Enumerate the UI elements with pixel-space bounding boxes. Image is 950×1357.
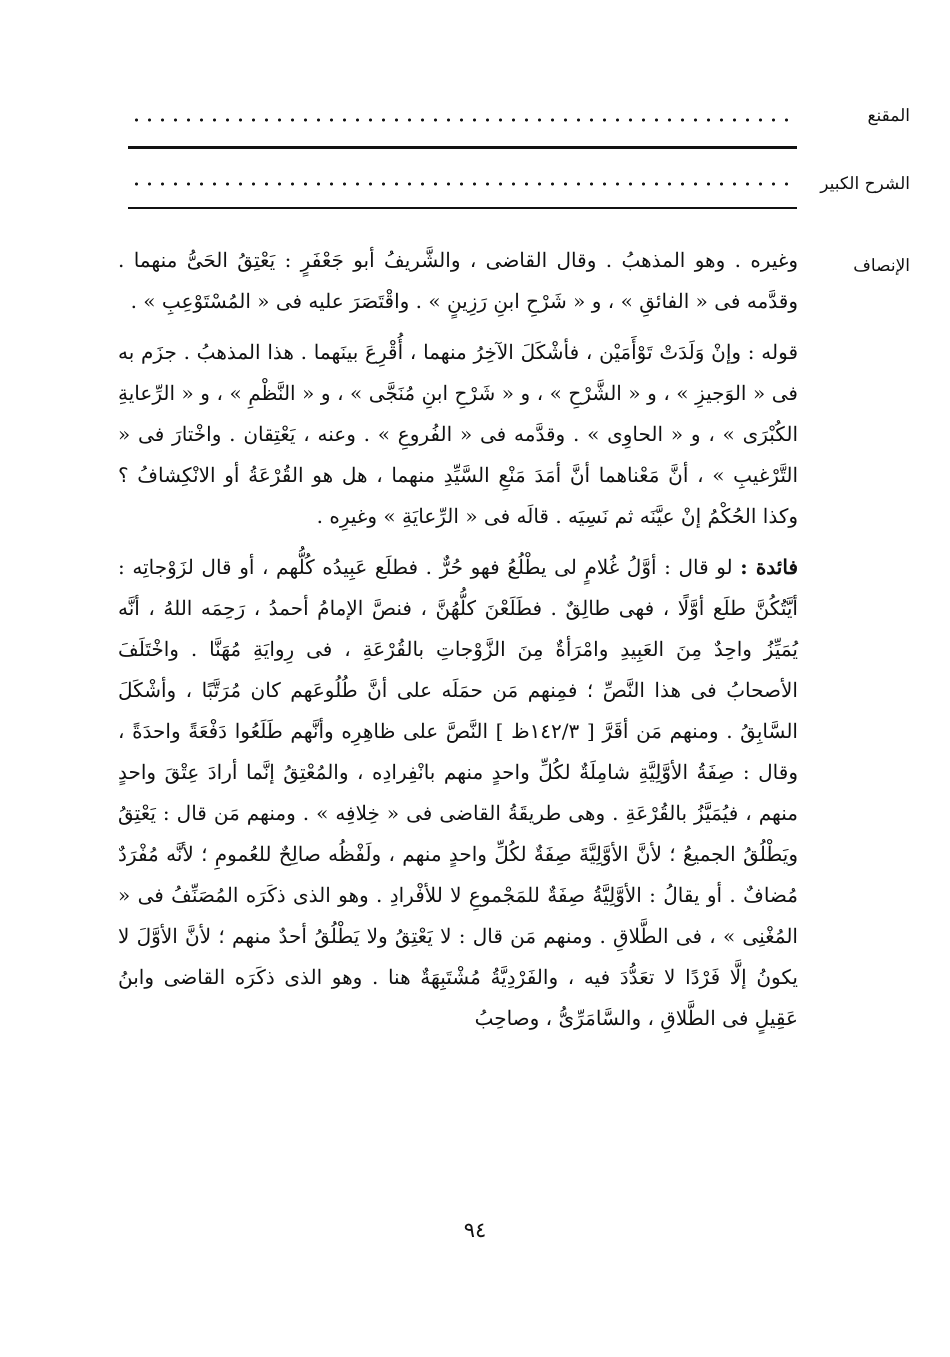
divider-thick — [128, 146, 797, 149]
paragraph-3 — [118, 547, 798, 1039]
paragraph-2 — [118, 332, 798, 537]
section-label-sharh-kabir: الشرح الكبير — [820, 174, 910, 194]
divider-thin — [128, 207, 797, 209]
insaf-body — [118, 240, 798, 1047]
section-label-muqni: المقنع — [867, 106, 910, 126]
paragraph-1 — [118, 240, 798, 322]
page-number: ٩٤ — [463, 1218, 487, 1242]
section-label-insaf: الإنصاف — [853, 256, 910, 276]
faida-heading: فائدة : — [740, 555, 799, 579]
paragraph-2-text: قوله : وإنْ وَلَدَتْ تَوْأَمَيْن ، فأشْكَلَ الآخِرُ منهما ، أُقْرِعَ بينَهما . هذا المذهبُ . جزَم به فى « الوَجيزِ » ، و « الشَّرْحِ » ، و « شَرْحِ ابنِ مُنَجَّى » ، و « النَّظْمِ » ، و « الرِّعايةِ الكُبْرَى » ، و « الحاوِى » . وقدَّمه فى « الفُروعِ » . وعنه ، يَعْتِقان . واخْتارَ فى « التَّرْغيبِ » ، أنَّ مَعْناهما أنَّ أمَدَ مَنْعِ السَّيِّدِ منهما ، هل هو القُرْعَةُ أو الانْكِشافُ ؟ وكذا الحُكْمُ إنْ عيَّنَه ثم نَسِيَه . قالَه فى « الرِّعايَةِ » وغيرِه . — [118, 340, 798, 528]
paragraph-3-text: لو قال : أوَّلُ غُلامٍ لى يطْلُعُ فهو حُرٌّ . فطلَع عَبِيدُه كُلُّهم ، أو قال لزَوْجاتِه : أيَّتُكُنَّ طلَع أوَّلًا ، فهى طالِقٌ . فطَلَعْنَ كلُّهُنَّ ، فنصَّ الإمامُ أحمدُ ، رَحِمَه اللهُ ، أنَّه يُمَيِّزُ واحِدٌ مِنَ العَبِيدِ وامْرَأةٌ مِنَ الزَّوْجاتِ بالقُرْعَةِ ، فى رِوايَةِ مُهَنَّا . واخْتَلَفَ الأصحابُ فى هذا النَّصِّ ؛ فمِنهم مَن حمَلَه على أنَّ طُلُوعَهم كان مُرَتَّبًا ، وأشْكَلَ السَّابِقُ . ومنهم مَن أقَرَّ [ ١٤٢/٣ظ ] النَّصَّ على ظاهِرِه وأنَّهم طَلَعُوا دَفْعَةً واحدَةً ، وقال : صِفَةُ الأوَّلِيَّةِ شامِلَةٌ لكُلِّ واحدٍ منهم بانْفِرادِه ، والمُعْتِقُ إنَّما أرادَ عِتْقَ واحدٍ منهم ، فيُمَيَّزُ بالقُرْعَةِ . وهى طريقَةُ القاضى فى « خِلافِه » . ومنهم مَن قال : يَعْتِقُ ويَطْلُقُ الجميعُ ؛ لأنَّ الأوَّلِيَّةَ صِفَةٌ لكُلِّ واحدٍ منهم ، ولَفْظُه صالِحٌ للعُمومِ ؛ لأنَّه مُفْرَدٌ مُضافٌ . أو يقالُ : الأوَّلِيَّةُ صِفَةٌ للمَجْموعِ لا للأفْرادِ . وهو الذى ذكَرَه المُصَنِّفُ فى « المُغْنِى » ، فى الطَّلاقِ . ومنهم مَن قال : لا يَعْتِقُ ولا يَطْلُقُ أحدٌ منهم ؛ لأنَّ الأوَّلَ لا يكونُ إلَّا فَرْدًا لا تعَدُّدَ فيه ، والفَرْدِيَّةُ مُشْتَبِهَةٌ هنا . وهو الذى ذكَرَه القاضى وابنُ عَقِيلٍ فى الطَّلاقِ ، والسَّامَرِّىُّ ، وصاحِبُ — [118, 555, 798, 1030]
paragraph-1-text: وغيره . وهو المذهبُ . وقال القاضى ، والشَّريفُ أبو جَعْفَرٍ : يَعْتِقُ الحَىُّ منهما . وقدَّمه فى « الفائقِ » ، و « شَرْحِ ابنِ رَزِينٍ » . واقْتَصَرَ عليه فى « المُسْتَوْعِبِ » . — [118, 248, 798, 313]
placeholder-dots-sharh-kabir — [130, 182, 795, 186]
placeholder-dots-muqni — [130, 118, 795, 122]
